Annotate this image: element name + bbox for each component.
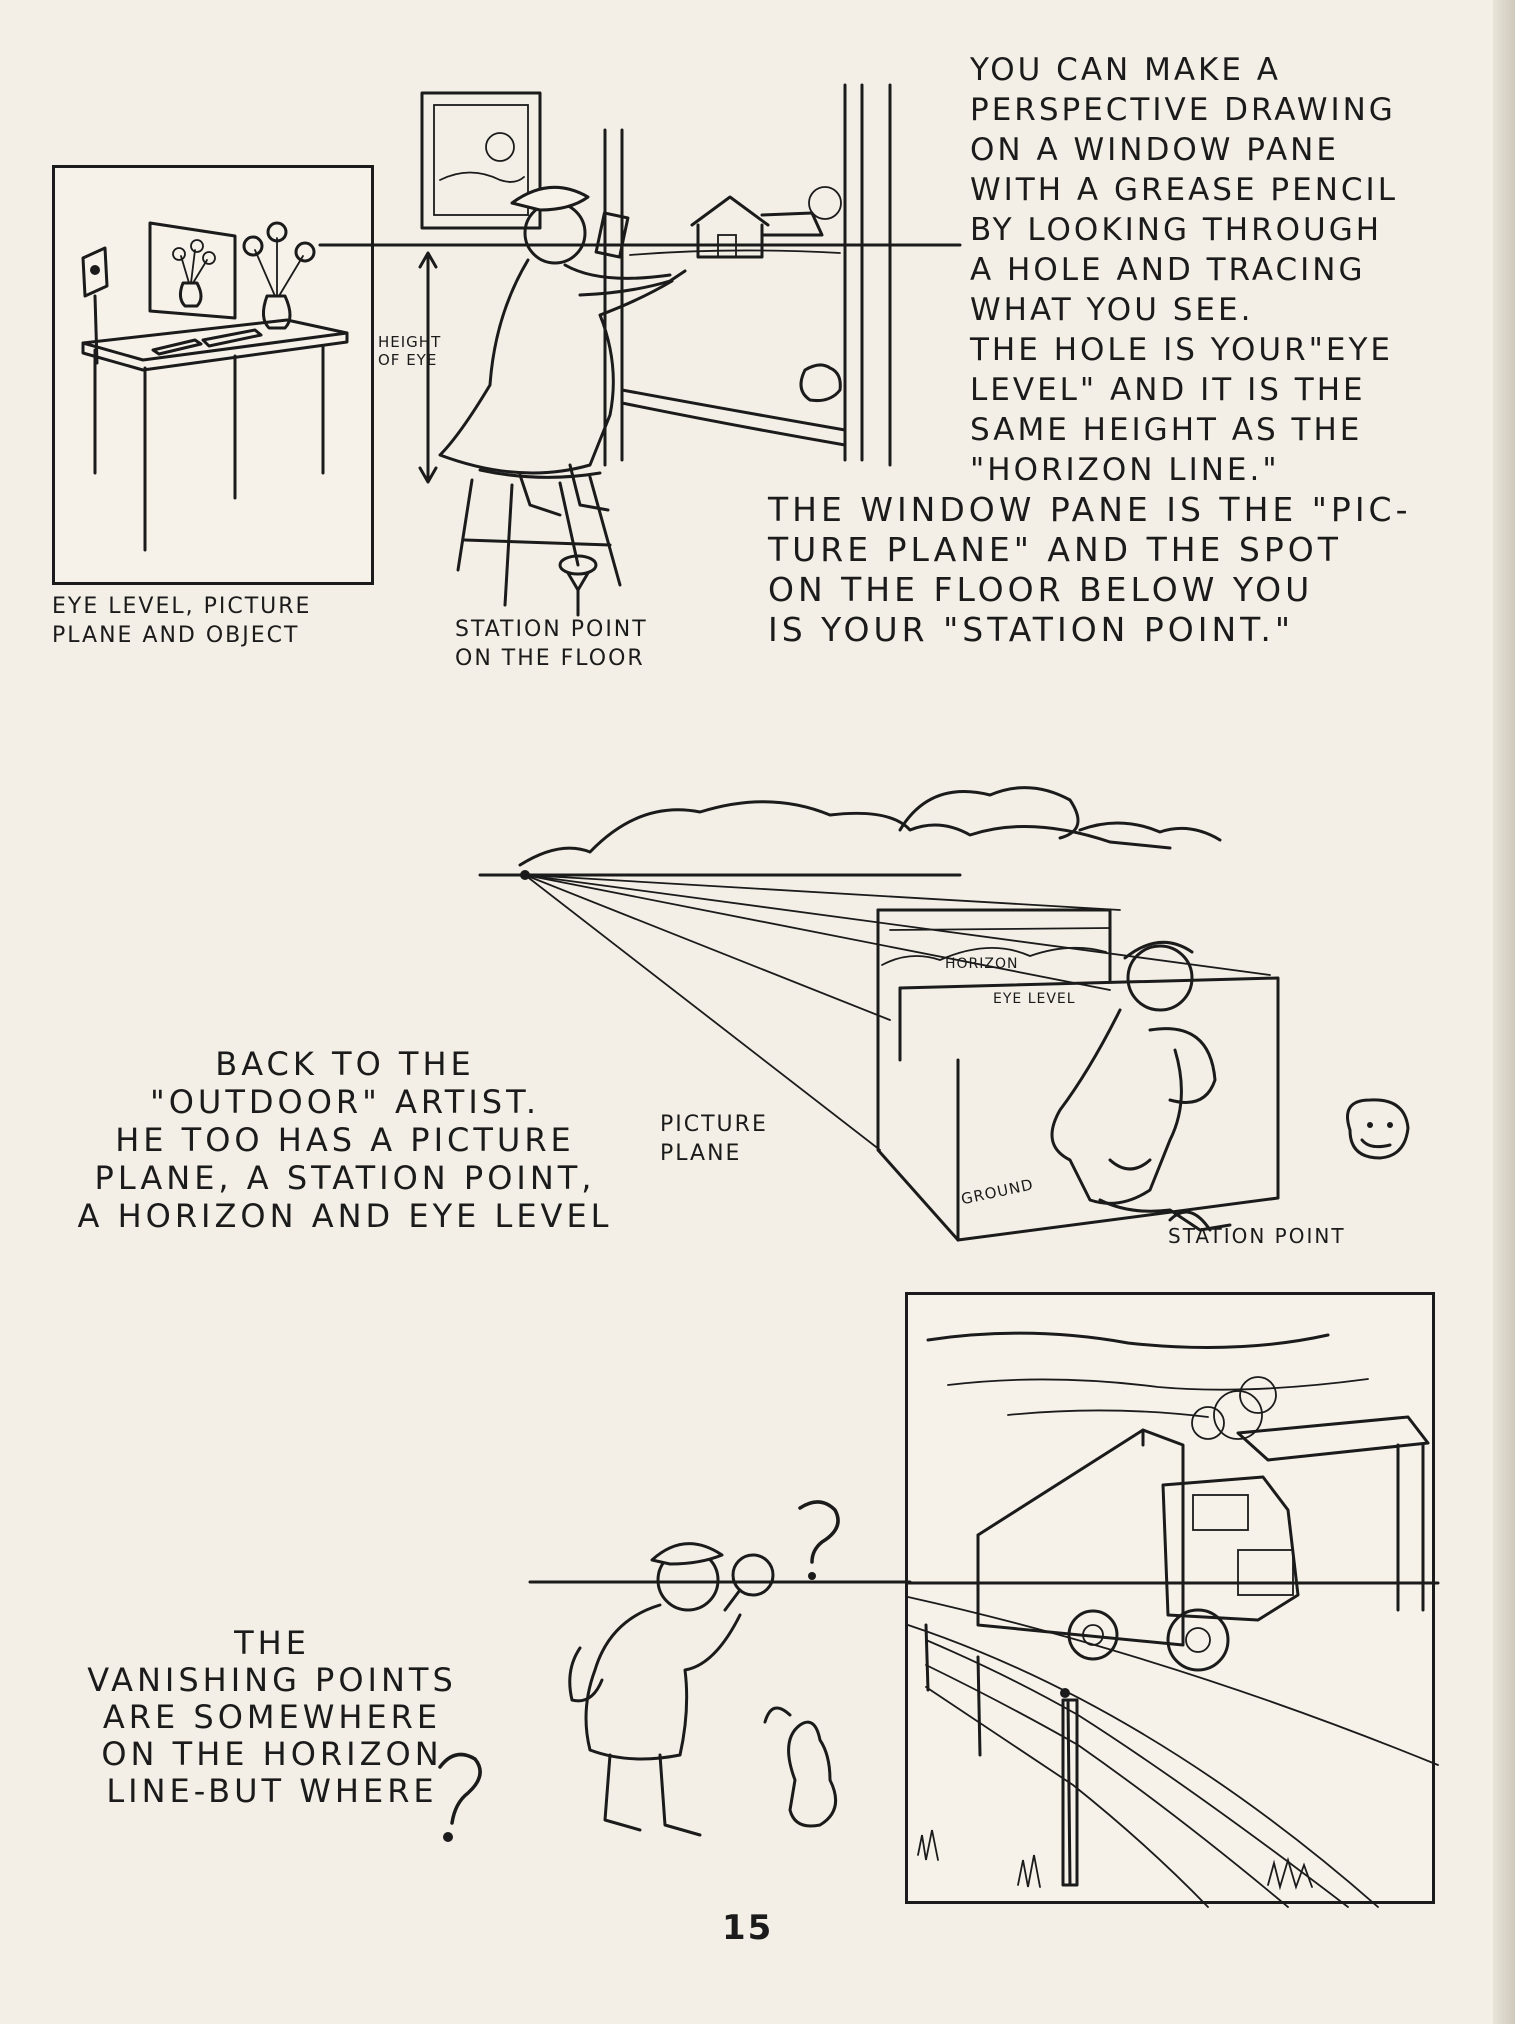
intro-paragraph: YOU CAN MAKE A PERSPECTIVE DRAWING ON A WINDOW PANE WITH A GREASE PENCIL BY LOOKING THROUGH A HOLE AND TRACING WHAT YOU SEE. THE HOLE IS YOUR"EYE LEVEL" AND IT IS THE SAME HEIGHT AS THE "HORIZON LINE." — [970, 52, 1398, 488]
truck-scene-frame — [905, 1292, 1435, 1904]
page-edge — [1493, 0, 1515, 2024]
outdoor-artist-paragraph: BACK TO THE "OUTDOOR" ARTIST. HE TOO HAS A PICTURE PLANE, A STATION POINT, A HORIZON AND EYE LEVEL — [77, 1045, 613, 1235]
question-mark-icon — [430, 1745, 490, 1845]
station-point-floor-label: STATION POINT ON THE FLOOR — [455, 617, 648, 671]
page-number: 15 — [722, 1908, 774, 1948]
height-of-eye-label: HEIGHT OF EYE — [378, 333, 442, 369]
horizon-label: HORIZON — [945, 956, 1019, 972]
searching-boy-illustration — [510, 1500, 915, 1860]
inset-illustration-frame — [52, 165, 374, 585]
truck-scene-illustration — [908, 1295, 1438, 1907]
bleed-through-text — [360, 40, 376, 80]
eye-level-label: EYE LEVEL — [993, 991, 1076, 1007]
inset-caption: EYE LEVEL, PICTURE PLANE AND OBJECT — [52, 594, 312, 648]
picture-plane-label: PICTURE PLANE — [660, 1112, 768, 1166]
window-pane-paragraph: THE WINDOW PANE IS THE "PIC- TURE PLANE" AND THE SPOT ON THE FLOOR BELOW YOU IS YOUR "STATION POINT." — [768, 490, 1412, 649]
vanishing-points-paragraph: THE VANISHING POINTS ARE SOMEWHERE ON THE HORIZON LINE-BUT WHERE — [87, 1624, 457, 1810]
ground-label: GROUND — [959, 1175, 1036, 1209]
inset-table-illustration — [55, 168, 377, 588]
station-point-label: STATION POINT — [1168, 1224, 1346, 1248]
